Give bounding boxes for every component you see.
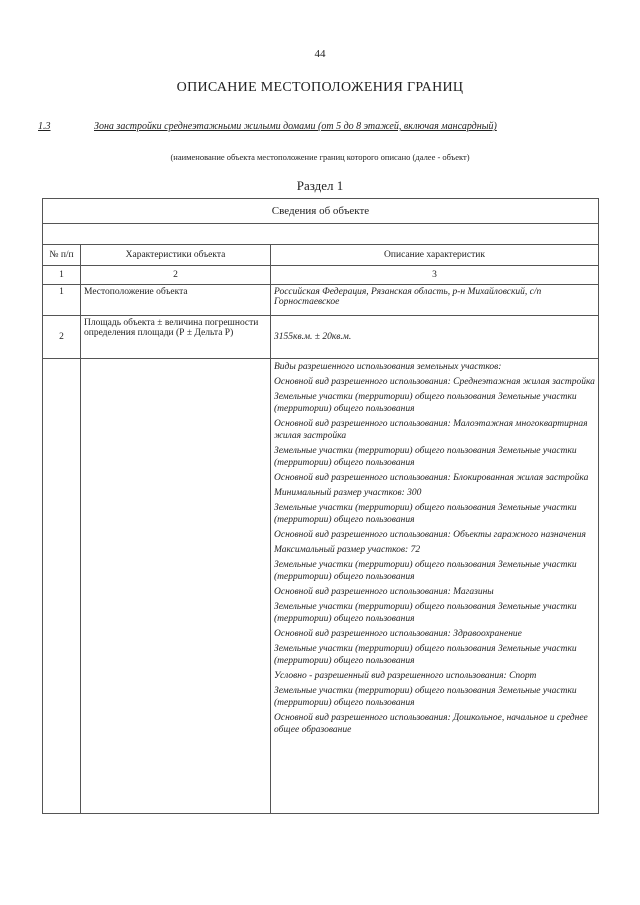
permitted-use-line: Земельные участки (территории) общего пользования Земельные участки (территории) общего пользования (274, 686, 577, 708)
permitted-use-line: Условно - разрешенный вид разрешенного использования: Спорт (274, 671, 537, 681)
permitted-use-line: Земельные участки (территории) общего пользования Земельные участки (территории) общего пользования (274, 503, 577, 525)
column-header-num: № п/п (43, 245, 81, 266)
row-description: 3155кв.м. ± 20кв.м. (271, 316, 599, 359)
page-number: 44 (314, 48, 326, 60)
permitted-use-line: Основной вид разрешенного использования: Малоэтажная многоквартирная жилая застройка (274, 419, 588, 441)
permitted-use-line: Земельные участки (территории) общего пользования Земельные участки (территории) общего пользования (274, 392, 577, 414)
permitted-uses-row (43, 359, 599, 814)
empty-cell (43, 359, 81, 814)
row-characteristic: Площадь объекта ± величина погрешности определения площади (Р ± Дельта Р) (81, 316, 271, 359)
permitted-uses-cell (271, 359, 599, 814)
permitted-use-line: Максимальный размер участков: 72 (274, 545, 421, 555)
empty-cell (81, 359, 271, 814)
permitted-use-line: Основной вид разрешенного использования: Магазины (274, 587, 494, 597)
column-number: 3 (271, 266, 599, 285)
permitted-use-line: Земельные участки (территории) общего пользования Земельные участки (территории) общего пользования (274, 560, 577, 582)
row-description: Российская Федерация, Рязанская область, р-н Михайловский, с/п Горностаевское (271, 285, 599, 316)
column-header-description: Описание характеристик (271, 245, 599, 266)
zone-number: 1.3 (38, 121, 51, 132)
column-headers-row (43, 245, 599, 266)
table-row (43, 316, 599, 359)
permitted-use-line: Основной вид разрешенного использования: Здравоохранение (274, 629, 522, 639)
permitted-use-line: Земельные участки (территории) общего пользования Земельные участки (территории) общего пользования (274, 644, 577, 666)
permitted-use-line: Основной вид разрешенного использования: Среднеэтажная жилая застройка (274, 377, 595, 387)
table-row (43, 285, 599, 316)
permitted-use-line: Минимальный размер участков: 300 (274, 488, 422, 498)
row-number: 2 (43, 316, 81, 359)
object-info-table (42, 198, 599, 814)
column-number: 1 (43, 266, 81, 285)
permitted-use-line: Основной вид разрешенного использования: Объекты гаражного назначения (274, 530, 586, 540)
column-header-characteristic: Характеристики объекта (81, 245, 271, 266)
row-characteristic: Местоположение объекта (81, 285, 271, 316)
permitted-use-line: Виды разрешенного использования земельных участков: (274, 362, 502, 372)
table-spacer-row (43, 224, 599, 245)
zone-name: Зона застройки среднеэтажными жилыми домами (от 5 до 8 этажей, включая мансардный) (94, 121, 497, 132)
section-title: Раздел 1 (296, 178, 344, 193)
object-caption: (наименование объекта местоположение границ которого описано (далее - объект) (170, 152, 470, 162)
column-number: 2 (81, 266, 271, 285)
permitted-use-line: Земельные участки (территории) общего пользования Земельные участки (территории) общего пользования (274, 446, 577, 468)
permitted-use-line: Земельные участки (территории) общего пользования Земельные участки (территории) общего пользования (274, 602, 577, 624)
permitted-use-line: Основной вид разрешенного использования: Дошкольное, начальное и среднее общее образование (274, 713, 588, 735)
table-header: Сведения об объекте (43, 199, 599, 224)
column-numbers-row (43, 266, 599, 285)
row-number: 1 (43, 285, 81, 316)
document-title: ОПИСАНИЕ МЕСТОПОЛОЖЕНИЯ ГРАНИЦ (176, 80, 464, 95)
permitted-use-line: Основной вид разрешенного использования: Блокированная жилая застройка (274, 473, 589, 483)
